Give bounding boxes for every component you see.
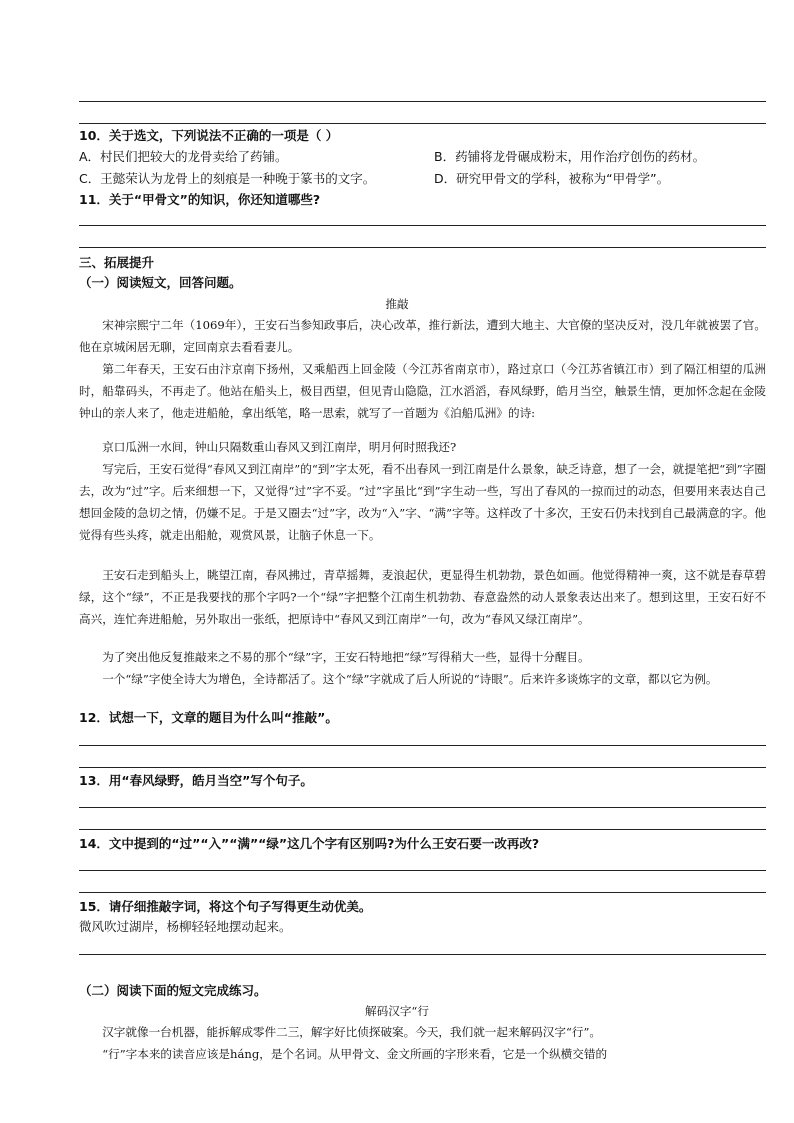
passage-1-paragraph: 写完后，王安石觉得“春风又到江南岸”的“到”字太死，看不出春风一到江南是什么景象，缺乏诗意，想了一会，就提笔把“到”字圈去，改为“过”字。后来细想一下，又觉得“过”字不妥。“过”字虽比“到”字生动一些，写出了春风的一掠而过的动态，但要用来表达自己想回金陵的急切之情，仍嫌不足。于是又圈去“过”字，改为“入”字、“满”字等。这样改了十多次，王安石仍未找到自己最满意的字。他觉得有些头疼，就走出船舱，观赏风景，让脑子休息一下。 xyxy=(79,462,766,542)
question-10-option-a: A．村民们把较大的龙骨卖给了药铺。 xyxy=(79,149,288,164)
question-10-option-d: D．研究甲骨文的学科，被称为“甲骨学”。 xyxy=(434,171,670,186)
passage-1-paragraph: 第二年春天，王安石由汴京南下扬州，又乘船西上回金陵（今江苏省南京市），路过京口（今江苏省镇江市）到了隔江相望的瓜洲时，船靠码头，不再走了。他站在船头上，极目西望，但见青山隐隐，江水滔滔，春风绿野，皓月当空，触景生情，更加怀念起在金陵钟山的亲人来了，他走进船舱，拿出纸笔，略一思索，就写了一首题为《泊船瓜洲》的诗: xyxy=(79,362,766,420)
answer-line xyxy=(79,870,766,871)
answer-line xyxy=(79,247,766,248)
question-11-stem: 11．关于“甲骨文”的知识，你还知道哪些? xyxy=(79,192,321,207)
passage-1-paragraph: 一个“绿”字使全诗大为增色，全诗都活了。这个“绿”字就成了后人所说的“诗眼”。后来许多谈炼字的文章，都以它为例。 xyxy=(102,672,718,686)
answer-line xyxy=(79,807,766,808)
answer-line xyxy=(79,101,766,102)
question-12-stem: 12．试想一下，文章的题目为什么叫“推敲”。 xyxy=(79,710,338,725)
question-10-option-b: B．药铺将龙骨碾成粉末，用作治疗创伤的药材。 xyxy=(434,149,706,164)
answer-line xyxy=(79,745,766,746)
question-15-sentence: 微风吹过湖岸，杨柳轻轻地摆动起来。 xyxy=(79,919,292,934)
part-2-heading: （二）阅读下面的短文完成练习。 xyxy=(79,983,267,998)
section-heading: 三、拓展提升 xyxy=(79,255,155,270)
answer-line xyxy=(79,892,766,893)
answer-line xyxy=(79,829,766,830)
passage-1-paragraph: 王安石走到船头上，眺望江南，春风拂过，青草摇舞，麦浪起伏，更显得生机勃勃，景色如画。他觉得精神一爽，这不就是春草碧绿，这个“绿”，不正是我要找的那个字吗?一个“绿”字把整个江南生机勃勃、春意盎然的动人景象表达出来了。想到这里，王安石好不高兴，连忙奔进船舱，另外取出一张纸，把原诗中“春风又到江南岸”一句，改为“春风又绿江南岸”。 xyxy=(79,568,766,626)
question-10-option-c: C．王懿荣认为龙骨上的刻痕是一种晚于篆书的文字。 xyxy=(79,171,376,186)
answer-line xyxy=(79,954,766,955)
passage-1-paragraph: 宋神宗熙宁二年（1069年），王安石当参知政事后，决心改革，推行新法，遭到大地主、大官僚的坚决反对，没几年就被罢了官。他在京城闲居无聊，定回南京去看看妻儿。 xyxy=(79,318,766,354)
passage-1-paragraph: 为了突出他反复推敲来之不易的那个“绿”字，王安石特地把“绿”写得稍大一些，显得十分醒目。 xyxy=(102,650,590,664)
passage-1-title: 推敲 xyxy=(385,297,409,311)
answer-line xyxy=(79,123,766,124)
passage-1-poem: 京口瓜洲一水间，钟山只隔数重山春风又到江南岸，明月何时照我还? xyxy=(102,440,457,454)
answer-line xyxy=(79,767,766,768)
question-10-stem: 10．关于选文，下列说法不正确的一项是（ ） xyxy=(79,128,339,143)
question-14-stem: 14．文中提到的“过”“入”“满”“绿”这几个字有区别吗?为什么王安石要一改再改? xyxy=(79,836,540,851)
passage-2-paragraph: “行”字本来的读音应该是háng，是个名词。从甲骨文、金文所画的字形来看，它是一个纵横交错的 xyxy=(102,1047,608,1061)
passage-2-paragraph: 汉字就像一台机器，能拆解成零件二三，解字好比侦探破案。今天，我们就一起来解码汉字“行”。 xyxy=(102,1025,601,1039)
question-13-stem: 13．用“春风绿野，皓月当空”写个句子。 xyxy=(79,773,313,788)
question-15-stem: 15．请仔细推敲字词，将这个句子写得更生动优美。 xyxy=(79,899,372,914)
part-1-heading: （一）阅读短文，回答问题。 xyxy=(79,275,242,290)
answer-line xyxy=(79,225,766,226)
passage-2-title: 解码汉字“行 xyxy=(365,1004,429,1018)
